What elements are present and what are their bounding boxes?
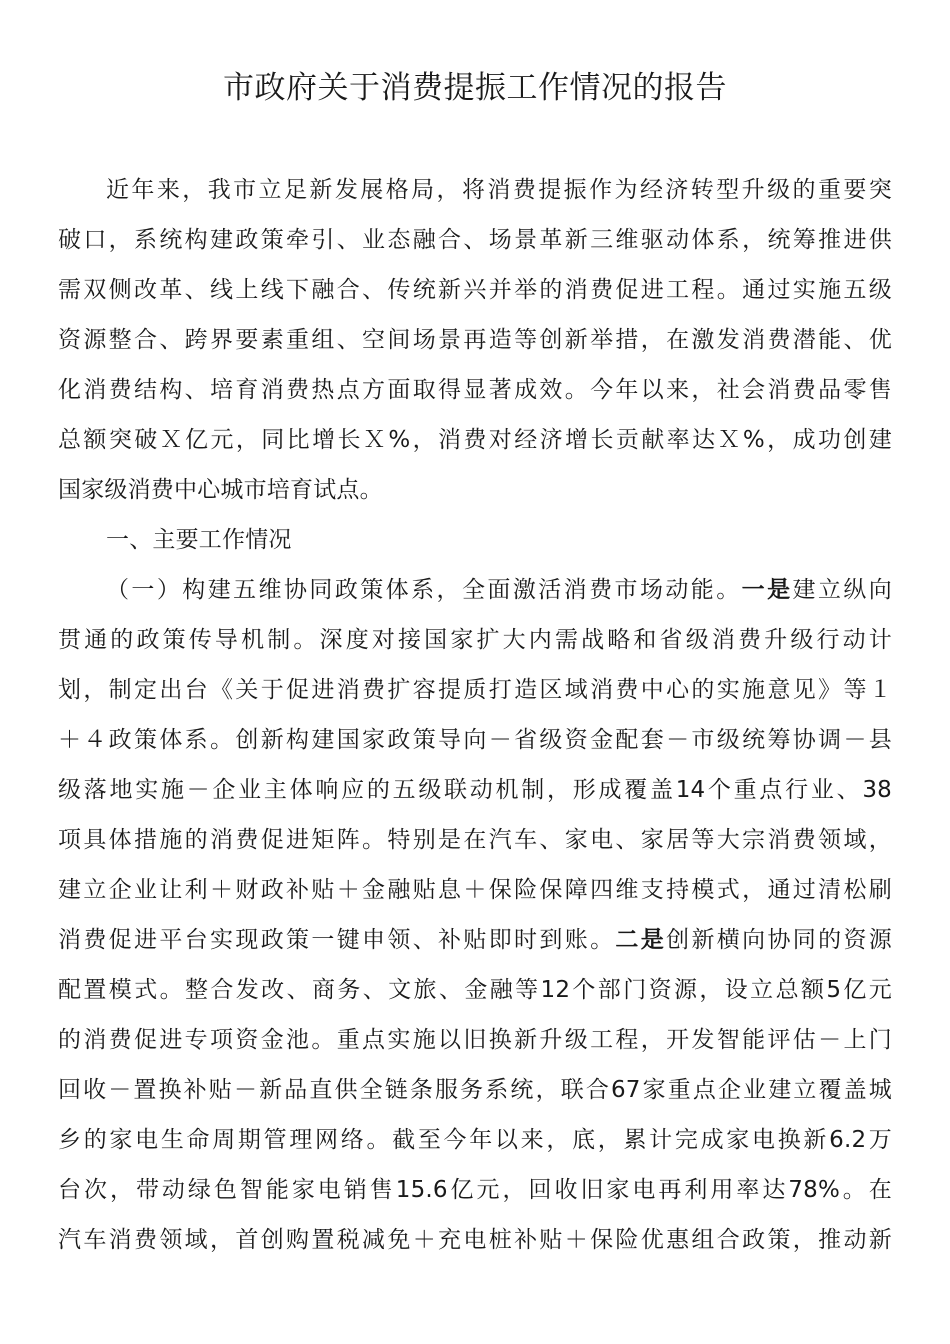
paragraph-line: 建立企业让利＋财政补贴＋金融贴息＋保险保障四维支持模式，通过清松刷: [58, 877, 892, 903]
paragraph-line: 总额突破Ｘ亿元，同比增长Ｘ%，消费对经济增长贡献率达Ｘ%，成功创建: [58, 427, 892, 453]
paragraph-line: 近年来，我市立足新发展格局，将消费提振作为经济转型升级的重要突: [106, 177, 892, 203]
paragraph-line: 资源整合、跨界要素重组、空间场景再造等创新举措，在激发消费潜能、优: [58, 327, 892, 353]
paragraph-line: 配置模式。整合发改、商务、文旅、金融等12个部门资源，设立总额5亿元: [58, 977, 892, 1003]
emphasis-text: 二是: [615, 927, 667, 953]
document-body: [58, 165, 892, 1265]
line-text: 创新横向协同的资源: [666, 927, 893, 953]
paragraph-line: 国家级消费中心城市培育试点。: [58, 477, 383, 503]
paragraph-line: 乡的家电生命周期管理网络。截至今年以来，底，累计完成家电换新6.2万: [58, 1127, 892, 1153]
subsection-heading: （一）构建五维协同政策体系，全面激活消费市场动能。: [106, 577, 742, 603]
paragraph-line: 划，制定出台《关于促进消费扩容提质打造区域消费中心的实施意见》等１: [58, 677, 892, 703]
line-text: 消费促进平台实现政策一键申领、补贴即时到账。: [58, 927, 616, 953]
emphasis-text: 一是: [741, 577, 793, 603]
paragraph-line: [58, 915, 892, 965]
paragraph-line: 贯通的政策传导机制。深度对接国家扩大内需战略和省级消费升级行动计: [58, 627, 892, 653]
section-heading: 一、主要工作情况: [106, 527, 292, 553]
paragraph-line: 回收－置换补贴－新品直供全链条服务系统，联合67家重点企业建立覆盖城: [58, 1077, 892, 1103]
paragraph-line: 汽车消费领域，首创购置税减免＋充电桩补贴＋保险优惠组合政策，推动新: [58, 1227, 892, 1253]
paragraph-line: 台次，带动绿色智能家电销售15.6亿元，回收旧家电再利用率达78%。在: [58, 1177, 892, 1203]
line-text: 建立纵向: [792, 577, 892, 603]
paragraph-line: 项具体措施的消费促进矩阵。特别是在汽车、家电、家居等大宗消费领域，: [58, 827, 892, 853]
paragraph-line: 级落地实施－企业主体响应的五级联动机制，形成覆盖14个重点行业、38: [58, 777, 892, 803]
document-title: 市政府关于消费提振工作情况的报告: [223, 70, 727, 106]
paragraph-line: [58, 565, 892, 615]
paragraph-line: 化消费结构、培育消费热点方面取得显著成效。今年以来，社会消费品零售: [58, 377, 892, 403]
paragraph-line: 的消费促进专项资金池。重点实施以旧换新升级工程，开发智能评估－上门: [58, 1027, 892, 1053]
intro-paragraph: [58, 165, 892, 515]
subsection-paragraph: [58, 565, 892, 1265]
paragraph-line: 破口，系统构建政策牵引、业态融合、场景革新三维驱动体系，统筹推进供: [58, 227, 892, 253]
paragraph-line: 需双侧改革、线上线下融合、传统新兴并举的消费促进工程。通过实施五级: [58, 277, 892, 303]
paragraph-line: ＋４政策体系。创新构建国家政策导向－省级资金配套－市级统筹协调－县: [58, 727, 892, 753]
